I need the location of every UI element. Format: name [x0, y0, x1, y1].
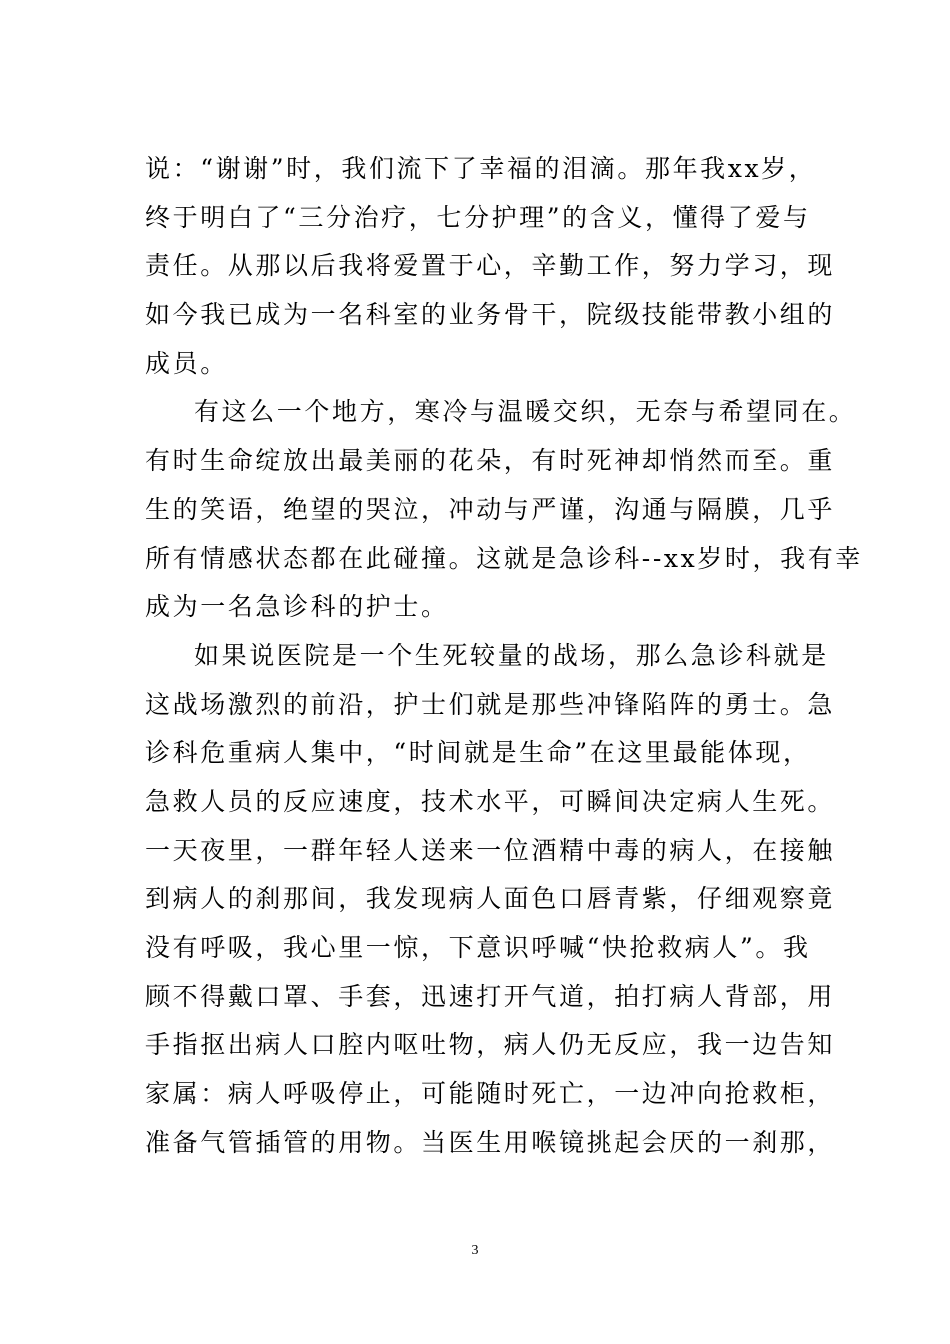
page-number: 3	[471, 1243, 479, 1258]
text-line: 诊科危重病人集中，“时间就是生命”在这里最能体现，	[145, 738, 811, 768]
text-line: 如果说医院是一个生死较量的战场，那么急诊科就是	[194, 640, 829, 670]
text-line: 准备气管插管的用物。当医生用喉镜挑起会厌的一刹那，	[145, 1127, 836, 1157]
text-line: 终于明白了“三分治疗，七分护理”的含义，懂得了爱与	[145, 202, 811, 232]
body-text	[145, 145, 863, 1167]
text-line: 生的笑语，绝望的哭泣，冲动与严谨，沟通与隔膜，几乎	[145, 494, 836, 524]
text-line: 有这么一个地方，寒冷与温暖交织，无奈与希望同在。	[194, 397, 857, 427]
text-line: 说：“谢谢”时，我们流下了幸福的泪滴。那年我xx岁，	[145, 154, 817, 183]
text-line: 所有情感状态都在此碰撞。这就是急诊科--xx岁时，我有幸	[145, 543, 863, 573]
text-line: 这战场激烈的前沿，护士们就是那些冲锋陷阵的勇士。急	[145, 689, 836, 719]
text-line: 急救人员的反应速度，技术水平，可瞬间决定病人生死。	[145, 786, 836, 816]
text-line: 顾不得戴口罩、手套，迅速打开气道，拍打病人背部，用	[145, 981, 836, 1011]
text-line: 手指抠出病人口腔内呕吐物，病人仍无反应，我一边告知	[145, 1030, 836, 1060]
text-line: 成员。	[145, 348, 228, 378]
text-line: 如今我已成为一名科室的业务骨干，院级技能带教小组的	[145, 300, 836, 330]
text-line: 有时生命绽放出最美丽的花朵，有时死神却悄然而至。重	[145, 446, 836, 476]
text-line: 成为一名急诊科的护士。	[145, 592, 449, 622]
text-line: 一天夜里，一群年轻人送来一位酒精中毒的病人，在接触	[145, 835, 836, 865]
text-line: 家属：病人呼吸停止，可能随时死亡，一边冲向抢救柜，	[145, 1079, 836, 1109]
text-line: 到病人的刹那间，我发现病人面色口唇青紫，仔细观察竟	[145, 884, 836, 914]
text-line: 没有呼吸，我心里一惊，下意识呼喊“快抢救病人”。我	[145, 933, 811, 962]
text-line: 责任。从那以后我将爱置于心，辛勤工作，努力学习，现	[145, 251, 836, 281]
